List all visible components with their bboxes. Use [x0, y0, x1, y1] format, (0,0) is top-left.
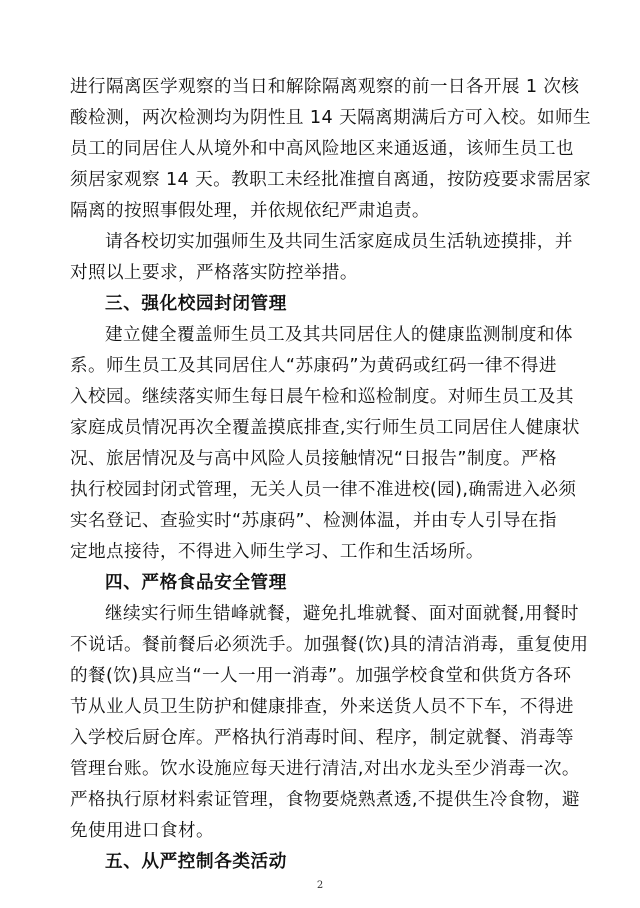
text-line: 对照以上要求，严格落实防控举措。 [70, 263, 358, 283]
text-line: 况、旅居情况及与高中风险人员接触情况“日报告”制度。严格 [70, 449, 557, 469]
section-heading-3: 三、强化校园封闭管理 [105, 294, 287, 314]
text-line: 的餐(饮)具应当“一人一用一消毒”。加强学校食堂和供货方各环 [70, 666, 572, 686]
paragraph-first-line: 继续实行师生错峰就餐，避免扎堆就餐、面对面就餐,用餐时 [105, 604, 579, 624]
page-number: 2 [316, 880, 324, 891]
text-line: 不说话。餐前餐后必须洗手。加强餐(饮)具的清洁消毒，重复使用 [70, 635, 589, 655]
text-line: 系。师生员工及其同居住人“苏康码”为黄码或红码一律不得进 [70, 356, 557, 376]
text-line: 须居家观察 14 天。教职工未经批准擅自离通，按防疫要求需居家 [70, 170, 592, 190]
text-line: 严格执行原材料索证管理，食物要烧熟煮透,不提供生冷食物，避 [70, 790, 580, 810]
text-line: 节从业人员卫生防护和健康排查，外来送货人员不下车，不得进 [70, 697, 574, 717]
section-heading-5: 五、从严控制各类活动 [105, 852, 287, 872]
paragraph-first-line: 请各校切实加强师生及共同生活家庭成员生活轨迹摸排，并 [105, 232, 573, 252]
paragraph-first-line: 建立健全覆盖师生员工及其共同居住人的健康监测制度和体 [105, 325, 573, 345]
text-line: 酸检测，两次检测均为阴性且 14 天隔离期满后方可入校。如师生 [70, 108, 592, 128]
text-line: 进行隔离医学观察的当日和解除隔离观察的前一日各开展 1 次核 [70, 77, 580, 97]
text-line: 员工的同居住人从境外和中高风险地区来通返通，该师生员工也 [70, 139, 574, 159]
text-line: 执行校园封闭式管理，无关人员一律不准进校(园),确需进入必须 [70, 480, 577, 500]
text-line: 入学校后厨仓库。严格执行消毒时间、程序，制定就餐、消毒等 [70, 728, 574, 748]
text-line: 定地点接待，不得进入师生学习、工作和生活场所。 [70, 542, 484, 562]
text-line: 入校园。继续落实师生每日晨午检和巡检制度。对师生员工及其 [70, 387, 574, 407]
text-line: 家庭成员情况再次全覆盖摸底排查,实行师生员工同居住人健康状 [70, 418, 580, 438]
text-line: 管理台账。饮水设施应每天进行清洁,对出水龙头至少消毒一次。 [70, 759, 580, 779]
section-heading-4: 四、严格食品安全管理 [105, 573, 287, 593]
text-line: 实名登记、查验实时“苏康码”、检测体温，并由专人引导在指 [70, 511, 557, 531]
text-line: 隔离的按照事假处理，并依规依纪严肃追责。 [70, 201, 430, 221]
text-line: 免使用进口食材。 [70, 821, 214, 841]
